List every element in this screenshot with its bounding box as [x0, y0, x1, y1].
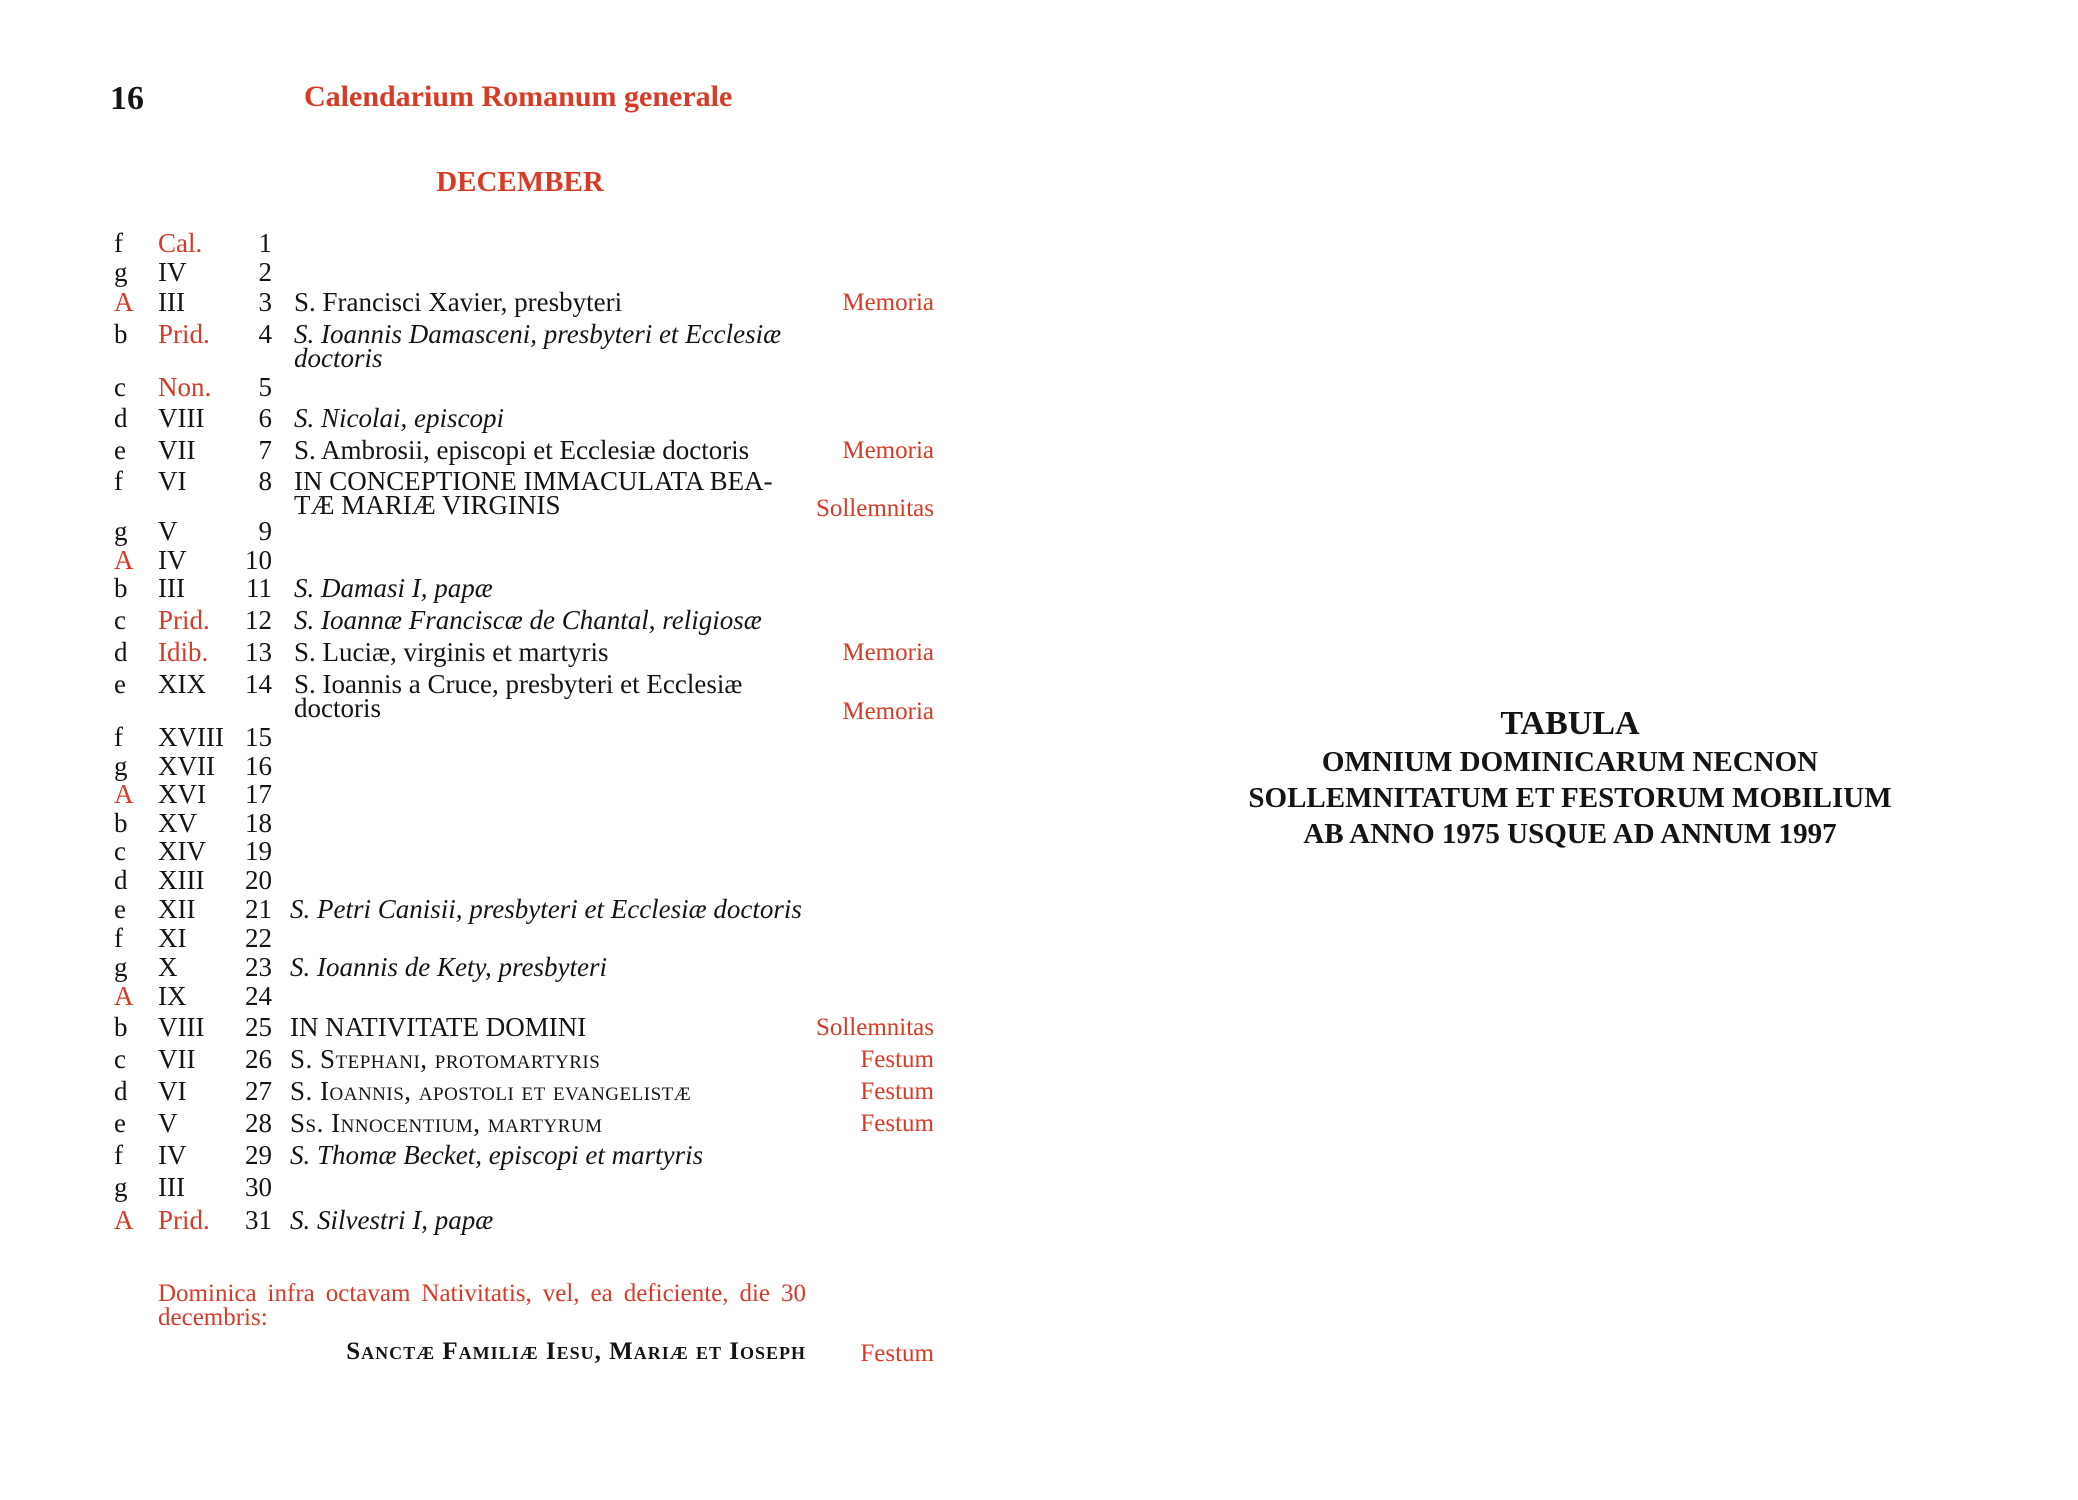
roman-date: X [158, 952, 178, 982]
celebration-name: S. Nicolai, episcopi [294, 403, 504, 433]
dominical-letter: A [114, 779, 134, 809]
day-number: 10 [245, 545, 272, 575]
month-heading: DECEMBER [436, 166, 604, 198]
roman-date: III [158, 573, 185, 603]
celebration-name: S. Ioannis, apostoli et evangelistæ [290, 1076, 692, 1106]
celebration-name: S. Ioannis Damasceni, presbyteri et Ecclesiæ doctoris [294, 319, 782, 373]
dominical-letter: f [114, 923, 123, 953]
roman-date: XIII [158, 865, 205, 895]
roman-date: Prid. [158, 319, 210, 349]
day-number: 5 [258, 372, 272, 402]
roman-date: XVI [158, 779, 206, 809]
day-number: 12 [245, 605, 272, 635]
day-number: 27 [245, 1076, 272, 1106]
day-number: 7 [258, 435, 272, 465]
celebration-rank: Memoria [842, 639, 934, 666]
dominical-letter: b [114, 808, 128, 838]
roman-date: IV [158, 1140, 187, 1170]
dominical-letter: b [114, 319, 128, 349]
celebration-name: S. Ioannæ Franciscæ de Chantal, religiosæ [294, 605, 762, 635]
roman-date: VI [158, 1076, 187, 1106]
day-number: 1 [258, 228, 272, 258]
roman-date: XIV [158, 836, 206, 866]
dominical-letter: b [114, 573, 128, 603]
day-number: 20 [245, 865, 272, 895]
dominical-letter: g [114, 257, 128, 287]
celebration-name: S. Stephani, protomartyris [290, 1044, 601, 1074]
tabula-line: AB ANNO 1975 USQUE AD ANNUM 1997 [1303, 818, 1837, 850]
roman-date: IV [158, 545, 187, 575]
day-number: 30 [245, 1172, 272, 1202]
day-number: 21 [245, 894, 272, 924]
celebration-rank: Sollemnitas [815, 1014, 934, 1041]
celebration-name: S. Ioannis de Kety, presbyteri [290, 952, 607, 982]
roman-date: Idib. [158, 637, 209, 667]
roman-date: VII [158, 435, 196, 465]
celebration-name: S. Francisci Xavier, presbyteri [294, 287, 623, 317]
tabula-heading: TABULA [1500, 705, 1640, 742]
celebration-name: S. Ambrosii, episcopi et Ecclesiæ doctoris [294, 435, 750, 465]
roman-date: XVIII [158, 722, 224, 752]
dominical-letter: c [114, 1044, 126, 1074]
dominical-letter: A [114, 287, 134, 317]
day-number: 23 [245, 952, 272, 982]
roman-date: XI [158, 923, 187, 953]
day-number: 17 [245, 779, 272, 809]
roman-date: Prid. [158, 605, 210, 635]
roman-date: VI [158, 466, 187, 496]
roman-date: XIX [158, 669, 206, 699]
dominical-letter: f [114, 1140, 123, 1170]
roman-date: VIII [158, 403, 205, 433]
dominical-letter: b [114, 1012, 128, 1042]
dominical-letter: d [114, 865, 128, 895]
roman-date: VIII [158, 1012, 205, 1042]
day-number: 4 [258, 319, 272, 349]
tabula-line: OMNIUM DOMINICARUM NECNON [1321, 746, 1819, 778]
dominical-letter: g [114, 751, 128, 781]
celebration-rank: Festum [860, 1078, 934, 1105]
roman-date: Non. [158, 372, 212, 402]
day-number: 9 [258, 516, 272, 546]
roman-date: XVII [158, 751, 215, 781]
holy-family-rank: Festum [860, 1340, 934, 1367]
day-number: 6 [258, 403, 272, 433]
dominical-letter: d [114, 637, 128, 667]
tabula-title-block [1180, 704, 1960, 852]
roman-date: V [158, 516, 178, 546]
day-number: 24 [245, 981, 272, 1011]
dominical-letter: e [114, 435, 126, 465]
dominical-letter: g [114, 1172, 128, 1202]
dominical-letter: f [114, 722, 123, 752]
celebration-name: S. Petri Canisii, presbyteri et Ecclesiæ doctoris [290, 894, 802, 924]
dominical-letter: c [114, 605, 126, 635]
roman-date: XV [158, 808, 197, 838]
dominical-letter: e [114, 894, 126, 924]
roman-date: VII [158, 1044, 196, 1074]
roman-date: IV [158, 257, 187, 287]
celebration-name: Ss. Innocentium, martyrum [290, 1108, 603, 1138]
dominical-letter: d [114, 1076, 128, 1106]
roman-date: Cal. [158, 228, 203, 258]
day-number: 22 [245, 923, 272, 953]
celebration-rank: Memoria [842, 289, 934, 316]
celebration-rank: Festum [860, 1110, 934, 1137]
celebration-rank: Memoria [842, 698, 934, 725]
celebration-name: S. Damasi I, papæ [294, 573, 493, 603]
dominical-letter: A [114, 1205, 134, 1235]
dominical-letter: A [114, 981, 134, 1011]
day-number: 29 [245, 1140, 272, 1170]
dominical-letter: e [114, 669, 126, 699]
day-number: 15 [245, 722, 272, 752]
roman-date: XII [158, 894, 196, 924]
page-number: 16 [110, 80, 144, 117]
dominical-letter: f [114, 228, 123, 258]
roman-date: III [158, 1172, 185, 1202]
sunday-note: Dominica infra octavam Nativitatis, vel, ea deficiente, die 30 decembris: [158, 1280, 806, 1331]
roman-date: III [158, 287, 185, 317]
day-number: 16 [245, 751, 272, 781]
tabula-line: SOLLEMNITATUM ET FESTORUM MOBILIUM [1248, 782, 1892, 814]
dominical-letter: e [114, 1108, 126, 1138]
day-number: 8 [258, 466, 272, 496]
dominical-letter: c [114, 372, 126, 402]
day-number: 14 [245, 669, 272, 699]
roman-date: Prid. [158, 1205, 210, 1235]
celebration-name: IN NATIVITATE DOMINI [290, 1012, 587, 1042]
roman-date: IX [158, 981, 187, 1011]
dominical-letter: A [114, 545, 134, 575]
dominical-letter: f [114, 466, 123, 496]
celebration-name: S. Silvestri I, papæ [290, 1205, 494, 1235]
dominical-letter: g [114, 952, 128, 982]
day-number: 25 [245, 1012, 272, 1042]
day-number: 3 [258, 287, 272, 317]
holy-family-feast: Sanctæ Familiæ Iesu, Mariæ et Ioseph [346, 1338, 806, 1365]
celebration-rank: Sollemnitas [815, 495, 934, 522]
day-number: 26 [245, 1044, 272, 1074]
day-number: 31 [245, 1205, 272, 1235]
celebration-name: S. Luciæ, virginis et martyris [294, 637, 609, 667]
day-number: 18 [245, 808, 272, 838]
dominical-letter: c [114, 836, 126, 866]
roman-date: V [158, 1108, 178, 1138]
celebration-rank: Memoria [842, 437, 934, 464]
day-number: 11 [246, 573, 272, 603]
dominical-letter: d [114, 403, 128, 433]
running-title: Calendarium Romanum generale [304, 80, 733, 113]
celebration-rank: Festum [860, 1046, 934, 1073]
celebration-name: S. Thomæ Becket, episcopi et martyris [290, 1140, 704, 1170]
celebration-name: IN CONCEPTIONE IMMACULATA BEA-TÆ MARIÆ VIRGINIS [294, 466, 773, 520]
day-number: 28 [245, 1108, 272, 1138]
day-number: 13 [245, 637, 272, 667]
celebration-name: S. Ioannis a Cruce, presbyteri et Ecclesiæ doctoris [294, 669, 743, 723]
day-number: 2 [258, 257, 272, 287]
day-number: 19 [245, 836, 272, 866]
dominical-letter: g [114, 516, 128, 546]
